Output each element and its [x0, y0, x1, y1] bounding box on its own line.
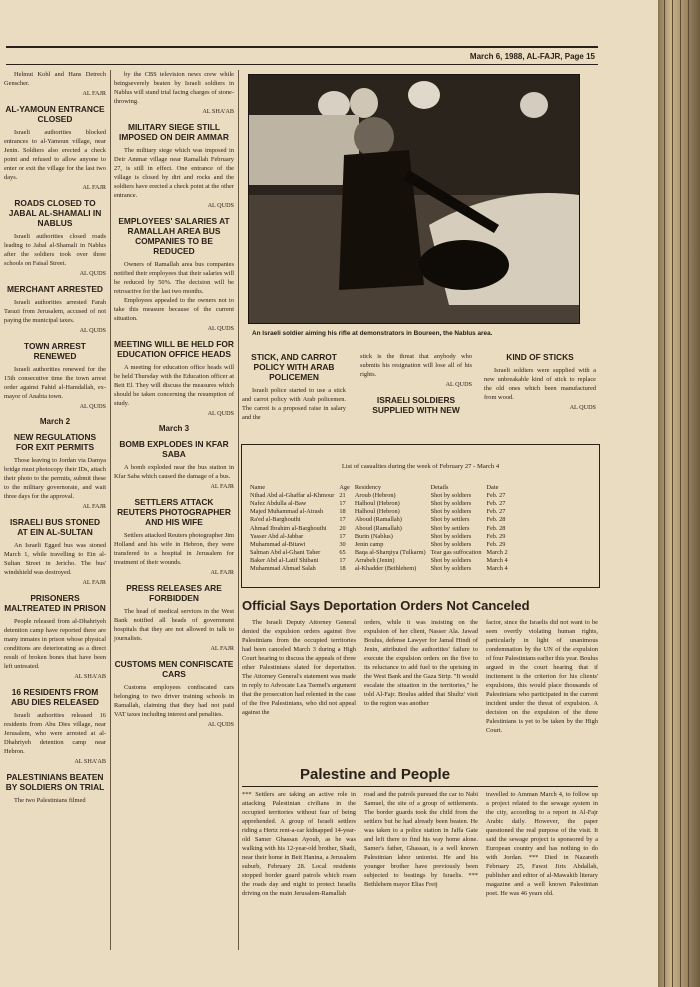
- column-2: [114, 70, 234, 732]
- cell: Nihad Abd al-Ghaffar al-Khmour: [250, 491, 335, 499]
- cell: Muhammad al-Bitawi: [250, 540, 306, 548]
- cell: 17: [339, 532, 346, 540]
- article-body: Owners of Ramallah area bus companies notified their employees that their salaries will be reduced by 50%. The decision will be retroactive for the last two months.: [114, 261, 234, 295]
- cell: Ra'ed al-Barghouthi: [250, 516, 301, 524]
- cell: 65: [339, 549, 346, 557]
- cell: Baqa al-Sharqiya (Tulkarm): [354, 549, 426, 557]
- cell: Baker Abd al-Latif Shibani: [250, 557, 319, 565]
- source: AL QUDS: [79, 270, 106, 277]
- table-row: [250, 540, 513, 548]
- article-body: factor, since the Israelis did not want to be seen overtly violating human rights, particularly in light of unanimous condemnation by the UN of the expulsion of four Palestinians earlier this year. Boulus argued in the court hearing that if incitement is the criterion for his clients' expulsions, this would place thousands of Palestinians who participated in the current incident under the threat of expulsion. A decision on the expulsion of the three Palestinians is yet to be taken by the High Court.: [486, 619, 598, 734]
- table-header-row: [250, 483, 513, 491]
- article-body: road and the patrols pursued the car to Nabi Samuel, the site of a group of settlements. The border guards took the child from the settlers but he had already been beaten. He was taken to a police station in Jaffa Gate and left there to find his way home alone. Samer's father, Ghassan, is a well known Palestinian labor unionist. He and his younger brother have previously been subjected to beatings by Israelis. *** Bethlehem mayor Elias Freij: [364, 791, 478, 888]
- source: AL FAJR: [210, 645, 234, 652]
- stick-threat-article: [360, 352, 472, 419]
- casualties-box: [241, 444, 600, 588]
- article-body: The head of medical services in the West Bank notified all heads of government hospitals that they are not allowed to talk to journalists.: [114, 608, 234, 642]
- cell: 18: [339, 565, 346, 573]
- source: AL QUDS: [207, 325, 234, 332]
- article-body: Israeli authorities arrested Farah Tarazi from Jerusalem, accused of not paying the municipal taxes.: [4, 299, 106, 324]
- cell: Salman Abd al-Ghani Taher: [250, 549, 321, 557]
- source: AL QUDS: [207, 410, 234, 417]
- cell: 17: [339, 557, 346, 565]
- people-col-2: [364, 790, 478, 889]
- cell: Shot by soldiers: [430, 557, 472, 565]
- cell: Yasser Abd al-Jabbar: [250, 532, 304, 540]
- source: AL SHA'AB: [74, 673, 106, 680]
- headline: MILITARY SIEGE STILL IMPOSED ON DEIR AMMAR: [119, 122, 229, 142]
- cell: 30: [339, 540, 346, 548]
- article-body: stick is the threat that anybody who submits his resignation will lose all of his rights.: [360, 353, 472, 378]
- source: AL QUDS: [569, 404, 596, 411]
- article-body: Those leaving to Jordan via Damya bridge must photocopy their IDs, attach their photo to the permits, submit these to the military governorate, and wait three days for the approval.: [4, 457, 106, 500]
- table-row: [250, 557, 513, 565]
- page-edge-line: [680, 0, 681, 987]
- stick-carrot-article: [242, 352, 346, 422]
- article-body: Israeli authorities blocked entrances to al-Yamoun village, near Jenin. Soldiers also erected a check point and refused to allow anyone to enter or exit the village for the last two days.: [4, 129, 106, 181]
- page-edge-line: [672, 0, 673, 987]
- headline: ISRAELI BUS STONED AT EIN AL-SULTAN: [9, 517, 101, 537]
- article-body: *** Settlers are taking an active role in attacking Palestinian civilians in the occupied territories without fear of being apprehended. A group of Israeli settlers riding a Hertz rent-a-car kidnapped 14-year-old Samer Ghassan Ayoub, as he was walking with his 12-year-old brother, Shadi, near their home in Beit Hanina, a Jerusalem suburb, February 28. Local residents stopped border guard patrols which roam the roads day and night to protect Israelis driving on the main Jerusalem-Ramallah: [242, 791, 356, 897]
- cell: 18: [339, 508, 346, 516]
- cell: Shot by soldiers: [430, 508, 472, 516]
- cell: Tear gas suffocation: [430, 549, 482, 557]
- table-row: [250, 532, 513, 540]
- source: AL QUDS: [79, 327, 106, 334]
- cell: March 4: [486, 565, 508, 573]
- top-rule: [6, 46, 598, 48]
- headline: NEW REGULATIONS FOR EXIT PERMITS: [13, 432, 97, 452]
- cell: Arrabeh (Jenin): [354, 557, 395, 565]
- headline: KIND OF STICKS: [506, 352, 574, 362]
- headline: MEETING WILL BE HELD FOR EDUCATION OFFICE HEADS: [114, 339, 234, 359]
- cell: Shot by settlers: [430, 524, 470, 532]
- cell: Feb. 28: [486, 524, 506, 532]
- source: AL QUDS: [207, 721, 234, 728]
- cell: 17: [339, 499, 346, 507]
- cell: Feb. 27: [486, 491, 506, 499]
- cell: 20: [339, 524, 346, 532]
- col2-intro: by the CBS television news crew while beingseverely beaten by Israeli soldiers in Nablus will stand trial facing charges of stone-throwing.: [114, 71, 234, 105]
- section-rule: [242, 786, 598, 787]
- headline: CUSTOMS MEN CONFISCATE CARS: [114, 659, 234, 679]
- source: AL FAJR: [82, 579, 106, 586]
- cell: Jenin camp: [354, 540, 384, 548]
- header-age: Age: [339, 483, 350, 491]
- column-divider: [110, 70, 111, 950]
- article-body: Customs employees confiscated cars belonging to two driver training schools in Ramallah, claiming that they had not paid VAT taxes including interest and penalties.: [114, 684, 234, 718]
- article-body: A bomb exploded near the bus station in Kfar Saba which caused the damage of a bus.: [114, 464, 234, 480]
- headline: MERCHANT ARRESTED: [6, 284, 103, 294]
- cell: al-Khadder (Bethlehem): [354, 565, 417, 573]
- cell: Feb. 27: [486, 499, 506, 507]
- cell: Feb. 29: [486, 532, 506, 540]
- photo-illustration: [249, 75, 579, 323]
- source: AL QUDS: [79, 403, 106, 410]
- article-body: An Israeli Egged bus was stoned March 1, while travelling to Ein al-Sultan Street in Jericho. The bus' windshield was destroyed.: [4, 542, 106, 576]
- headline: BOMB EXPLODES IN KFAR SABA: [119, 439, 229, 459]
- headline: 16 RESIDENTS FROM ABU DIES RELEASED: [11, 687, 99, 707]
- article-body: travelled to Amman March 4, to follow up a project related to the sewage system in the city, according to a report in Al-Fajr Arabic daily. However, the paper questioned the real purpose of the visit. It said the sewage project is sponsored by a European country and has nothing to do with Jordan. *** Died in Nazareth February 25, Fawzi Jiris Abdallah, publisher and editor of al-Mawakib literary magazine and a well known Palestinian poet. He was 46 years old.: [486, 791, 598, 897]
- source: AL QUDS: [207, 202, 234, 209]
- cell: Halhoul (Hebron): [354, 508, 400, 516]
- headline: EMPLOYEES' SALARIES AT RAMALLAH AREA BUS COMPANIES TO BE REDUCED: [118, 216, 230, 256]
- cell: Ahmad Ibrahim al-Barghouthi: [250, 524, 327, 532]
- article-body: People released from al-Dhahriyeh detention camp have reported there are many inmates in prison whose physical conditions are deteriorating as a direct result of broken bones that have been left untreated.: [4, 618, 106, 670]
- table-row: [250, 516, 513, 524]
- column-divider: [238, 70, 239, 950]
- cell: March 4: [486, 557, 508, 565]
- headline: ROADS CLOSED TO JABAL AL-SHAMALI IN NABLUS: [8, 198, 102, 228]
- header-date: Date: [486, 483, 499, 491]
- cell: Shot by soldiers: [430, 491, 472, 499]
- table-row: [250, 524, 513, 532]
- date-heading: March 2: [39, 417, 71, 426]
- page-edge-line: [688, 0, 689, 987]
- page-header: March 6, 1988, AL-FAJR, Page 15: [469, 52, 595, 61]
- cell: Feb. 27: [486, 508, 506, 516]
- date-heading: March 3: [158, 424, 190, 433]
- cell: Shot by settlers: [430, 516, 470, 524]
- cell: Shot by soldiers: [430, 565, 472, 573]
- palestine-people-title: Palestine and People: [300, 766, 451, 783]
- headline: SETTLERS ATTACK REUTERS PHOTOGRAPHER AND HIS WIFE: [117, 497, 231, 527]
- people-col-1: [242, 790, 356, 898]
- headline: PALESTINIANS BEATEN BY SOLDIERS ON TRIAL: [5, 772, 105, 792]
- source: AL SHA'AB: [202, 108, 234, 115]
- header-name: Name: [250, 483, 266, 491]
- header-details: Details: [430, 483, 449, 491]
- cell: Shot by soldiers: [430, 540, 472, 548]
- article-body: Israeli authorities released 16 residents from Abu Dies village, near Jerusalem, who were arrested at al-Dhahriyeh detention camp near Hebron.: [4, 712, 106, 755]
- cell: Aboud (Ramallah): [354, 524, 402, 532]
- source: AL FAJR: [210, 483, 234, 490]
- cell: 21: [339, 491, 346, 499]
- source: AL SHA'AB: [74, 758, 106, 765]
- column-1: [4, 70, 106, 805]
- casualties-title: List of casualties during the week of February 27 - March 4: [341, 463, 500, 470]
- cell: Shot by soldiers: [430, 532, 472, 540]
- source: AL QUDS: [445, 381, 472, 388]
- headline: PRESS RELEASES ARE FORBIDDEN: [126, 583, 222, 603]
- headline: STICK, AND CARROT POLICY WITH ARAB POLICEMEN: [251, 352, 337, 382]
- deportation-col-3: [486, 618, 598, 735]
- table-row: [250, 549, 513, 557]
- header-rule: [6, 64, 598, 65]
- article-body: Israeli authorities closed roads leading to Jabal al-Shamali in Nablus after the soldiers took over three schools on Faisal Street.: [4, 233, 106, 267]
- article-body: Israeli police started to use a stick and carrot policy with Arab policemen. The carrot is a proposed raise in salary and the: [242, 387, 346, 421]
- page-edge-line: [664, 0, 665, 987]
- deportation-col-1: [242, 618, 356, 717]
- table-row: [250, 491, 513, 499]
- article-body: The two Palestinians filmed: [14, 797, 86, 804]
- table-row: [250, 508, 513, 516]
- cell: 17: [339, 516, 346, 524]
- source: AL FAJR: [210, 569, 234, 576]
- cell: Burin (Nablus): [354, 532, 393, 540]
- cell: Feb. 28: [486, 516, 506, 524]
- article-body: The military siege which was imposed in Deir Ammar village near Ramallah February 27, is still in effect. One entrance of the village is closed by dirt and rocks and the soldiers have erected a check point at the other entrance.: [114, 147, 234, 199]
- cell: Nafez Abdulla al-Baw: [250, 499, 307, 507]
- deportation-col-2: [364, 618, 478, 708]
- article-body: The Israeli Deputy Attorney General denied the expulsion orders against five Palestinians from the occupied territories had been canceled March 3 during a High Court hearing to discuss the appeals of three other Palestinians slated for deportation. The Attorney General's statement was made in reply to Advocate Lea Tsemel's argument that the prosecution had relented in the case of the five Palestinians, who did not appeal against the: [242, 619, 356, 716]
- col1-intro: Helmut Kohl and Hans Detrech Genscher.: [4, 71, 106, 87]
- table-row: [250, 499, 513, 507]
- book-edge: [658, 0, 700, 987]
- headline: TOWN ARREST RENEWED: [24, 341, 86, 361]
- table-row: [250, 565, 513, 573]
- casualties-table: [250, 483, 513, 573]
- cell: March 2: [486, 549, 508, 557]
- article-body: orders, while it was insisting on the expulsion of her client, Nasser Ala. Jawad Boulus, defense Lawyer for Jamal Hindi of Jenin, attributed the authorities' failure to execute the expulsion orders on the five to its reluctance to add fuel to the uprising in the West Bank and the Gaza Strip. "It would escalate the situation in the territories," he told Al-Fajr. Boulus added that Shultz' visit to the region was another: [364, 619, 478, 707]
- cell: Shot by soldiers: [430, 499, 472, 507]
- headline: PRISONERS MALTREATED IN PRISON: [4, 593, 106, 613]
- news-photo: [248, 74, 580, 324]
- cell: Halhoul (Hebron): [354, 499, 400, 507]
- headline: ISRAELI SOLDIERS SUPPLIED WITH NEW: [372, 395, 460, 415]
- source: AL FAJR: [82, 90, 106, 97]
- article-body: Employees appealed to the owners not to take this measure because of the current situation.: [114, 297, 234, 322]
- deportation-headline: Official Says Deportation Orders Not Canceled: [242, 598, 530, 613]
- cell: Aboud (Ramallah): [354, 516, 402, 524]
- cell: Muhammad Ahmad Salah: [250, 565, 316, 573]
- header-residency: Residency: [354, 483, 382, 491]
- article-body: Israeli soldiers were supplied with a new unbreakable kind of stick to replace the old ones which been manufactured from wood.: [484, 367, 596, 401]
- cell: Majed Muhammad al-Atrash: [250, 508, 324, 516]
- photo-caption: An Israeli soldier aiming his rifle at demonstrators in Boureen, the Nablus area.: [252, 330, 493, 337]
- article-body: Settlers attacked Reuters photographer Jim Holland and his wife in Hebron, they were transfered to a hospital in Jerusalem for treatment of their wounds.: [114, 532, 234, 566]
- sticks-article: [484, 352, 596, 415]
- article-body: A meeting for education office heads will be held Thursday with the Education officer at Beit El. They will discuss the measures which should be taken concerning the resumption of study.: [114, 364, 234, 407]
- headline: AL-YAMOUN ENTRANCE CLOSED: [5, 104, 105, 124]
- cell: Feb. 29: [486, 540, 506, 548]
- source: AL FAJR: [82, 184, 106, 191]
- people-col-3: [486, 790, 598, 898]
- source: AL FAJR: [82, 503, 106, 510]
- cell: Aroub (Hebron): [354, 491, 396, 499]
- article-body: Israeli authorities renewed for the 15th consecutive time the town arrest order against Fahid al-Hamdallah, ex-mayor of Anabta town.: [4, 366, 106, 400]
